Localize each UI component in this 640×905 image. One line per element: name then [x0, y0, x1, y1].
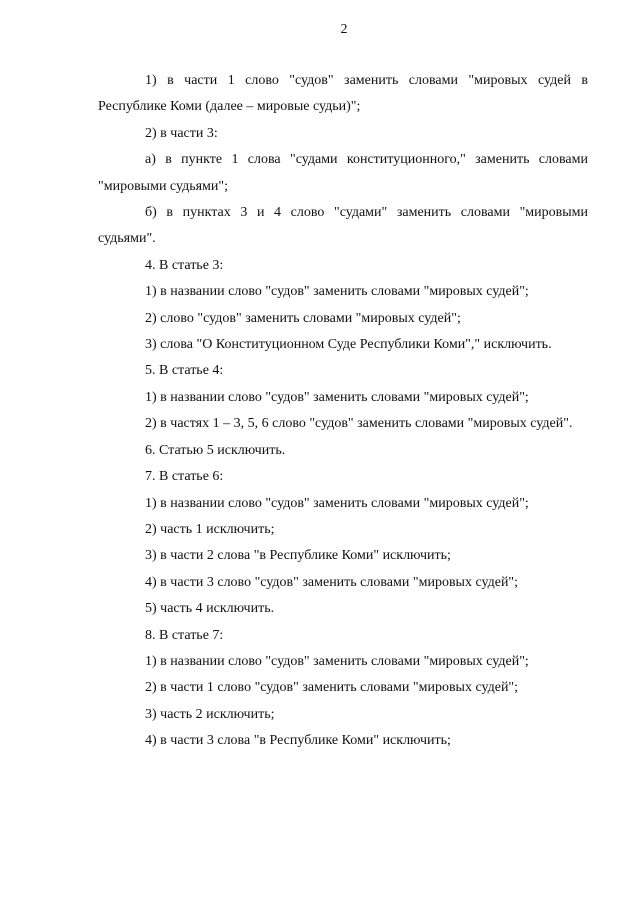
paragraph: 2) в частях 1 – 3, 5, 6 слово "судов" заменить словами "мировых судей".: [145, 416, 573, 432]
paragraph: 2) в части 1 слово "судов" заменить словами "мировых судей";: [145, 680, 519, 696]
paragraph: 7. В статье 6:: [145, 469, 224, 485]
paragraph: 1) в названии слово "судов" заменить словами "мировых судей";: [145, 653, 529, 669]
document-body: [98, 68, 588, 755]
paragraph: 4. В статье 3:: [145, 257, 224, 273]
paragraph: 2) часть 1 исключить;: [145, 521, 275, 537]
paragraph: 6. Статью 5 исключить.: [145, 442, 286, 458]
paragraph: 3) слова "О Конституционном Суде Республики Коми"," исключить.: [145, 337, 552, 353]
paragraph: 1) в части 1 слово "судов" заменить словами "мировых судей в Республике Коми (далее – мировые судьи)";: [98, 73, 588, 115]
paragraph: 4) в части 3 слова "в Республике Коми" исключить;: [145, 733, 451, 749]
paragraph: 4) в части 3 слово "судов" заменить словами "мировых судей";: [145, 574, 519, 590]
page-number: 2: [340, 22, 348, 37]
paragraph: 5. В статье 4:: [145, 363, 224, 379]
paragraph: 8. В статье 7:: [145, 627, 224, 643]
paragraph: 2) слово "судов" заменить словами "мировых судей";: [145, 310, 461, 326]
paragraph: 3) часть 2 исключить;: [145, 706, 275, 722]
paragraph: 5) часть 4 исключить.: [145, 601, 275, 617]
paragraph: а) в пункте 1 слова "судами конституционного," заменить словами "мировыми судьями";: [98, 152, 588, 194]
paragraph: 3) в части 2 слова "в Республике Коми" исключить;: [145, 548, 451, 564]
paragraph: 1) в названии слово "судов" заменить словами "мировых судей";: [145, 389, 529, 405]
paragraph: 1) в названии слово "судов" заменить словами "мировых судей";: [145, 284, 529, 300]
paragraph: 2) в части 3:: [145, 125, 218, 141]
paragraph: б) в пунктах 3 и 4 слово "судами" заменить словами "мировыми судьями".: [98, 205, 588, 247]
paragraph: 1) в названии слово "судов" заменить словами "мировых судей";: [145, 495, 529, 511]
